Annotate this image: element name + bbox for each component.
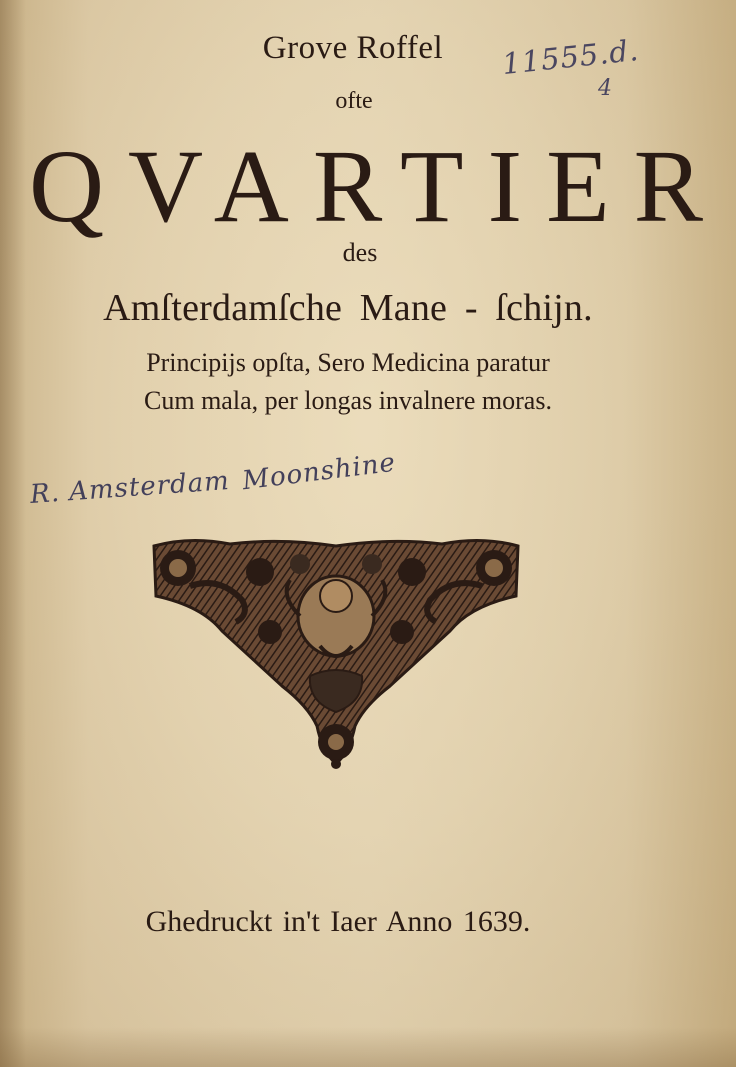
title-amsterdam: Amſterdamſche Mane - ſchijn. [103, 287, 593, 329]
handwritten-note [29, 447, 450, 515]
handwritten-note-part-1: R. Amsterdam [29, 466, 231, 510]
title-ofte: ofte [335, 88, 373, 114]
handwritten-note-part-2: Moonshine [240, 447, 398, 497]
title-des: des [342, 238, 378, 267]
page-shadow-bottom [0, 1027, 736, 1067]
motto-line-1: Principijs opſta, Sero Medicina paratur [146, 348, 550, 377]
motto-line-2: Cum mala, per longas invalnere moras. [144, 386, 552, 415]
shelfmark-number: 11555.d. [500, 32, 641, 82]
printers-ornament-icon [150, 536, 522, 772]
shelfmark [498, 32, 648, 106]
title-grove-roffel: Grove Roffel [262, 30, 444, 66]
imprint: Ghedruckt in't Iaer Anno 1639. [145, 905, 531, 938]
title-quartier: QVARTIER [28, 129, 728, 244]
shelfmark-sub: 4 [598, 76, 613, 101]
